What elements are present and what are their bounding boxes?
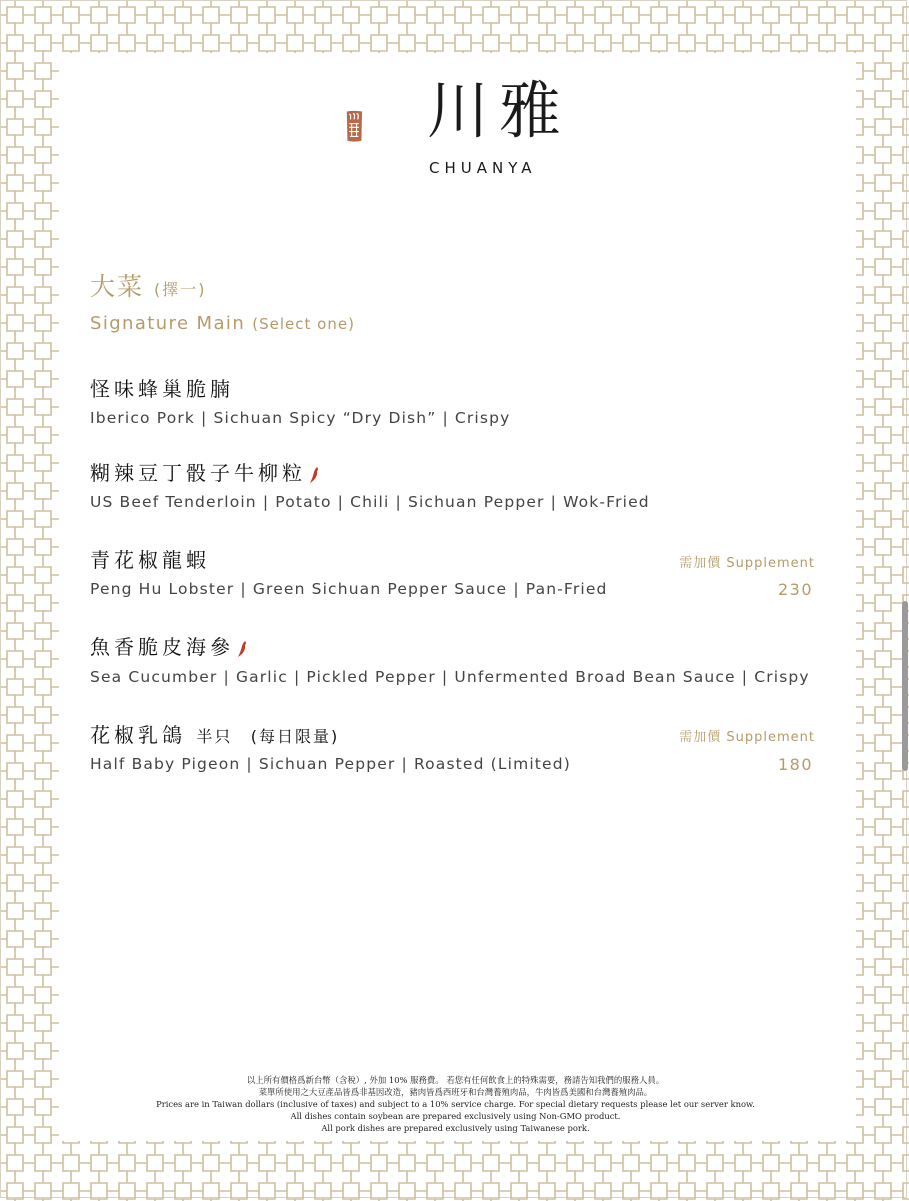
footer-line: Prices are in Taiwan dollars (inclusive of taxes) and subject to a 10% service charge. For special dietary requests please let our server know. — [156, 1099, 755, 1109]
chili-pepper-icon — [236, 640, 248, 658]
section-title-en-text: Signature Main — [90, 313, 246, 334]
dish-name-text: 花椒乳鴿 — [90, 723, 186, 747]
dish-name-chinese — [90, 719, 339, 748]
dish-description: Half Baby Pigeon | Sichuan Pepper | Roasted (Limited) — [90, 755, 571, 773]
dish-name-chinese: 青花椒龍蝦 — [90, 548, 210, 572]
dish-name-text: 魚香脆皮海參 — [90, 635, 234, 659]
chuanya-seal-logo — [345, 72, 415, 182]
dish-note: (每日限量) — [250, 727, 340, 746]
brand-name-english: CHUANYA — [429, 159, 537, 177]
footer-line: 以上所有價格爲新台幣（含稅）, 外加 10% 服務費。 若您有任何飲食上的特殊需要，務請告知我們的服務人員。 — [246, 1075, 665, 1085]
dish-description: Sea Cucumber | Garlic | Pickled Pepper | Unfermented Broad Bean Sauce | Crispy — [90, 668, 810, 686]
section-title-english — [90, 313, 355, 334]
section-title-chinese — [90, 267, 206, 303]
dish-name-text: 糊辣豆丁骰子牛柳粒 — [90, 461, 306, 485]
dish-name-chinese — [90, 457, 320, 486]
supplement-price: 230 — [777, 580, 813, 599]
brand-name-chinese: 川雅 — [427, 74, 572, 147]
footer-notes — [1, 1074, 909, 1134]
footer-line: All pork dishes are prepared exclusively using Taiwanese pork. — [321, 1123, 590, 1133]
section-title-cn-note: (擇一) — [153, 280, 207, 299]
dish-description: Iberico Pork | Sichuan Spicy “Dry Dish” | Crispy — [90, 409, 511, 427]
section-title-cn-text: 大菜 — [90, 272, 145, 301]
supplement-price: 180 — [777, 755, 813, 774]
supplement-label: 需加價 Supplement — [679, 730, 815, 745]
chili-pepper-icon — [308, 466, 320, 484]
dish-description: US Beef Tenderloin | Potato | Chili | Sichuan Pepper | Wok-Fried — [90, 493, 650, 511]
dish-portion: 半只 — [196, 727, 233, 746]
dish-name-chinese: 怪味蜂巢脆腩 — [90, 377, 234, 401]
dish-name-chinese — [90, 631, 248, 660]
scrollbar-thumb[interactable] — [902, 601, 908, 771]
dish-description: Peng Hu Lobster | Green Sichuan Pepper Sauce | Pan-Fried — [90, 580, 608, 598]
footer-line: 菜單所使用之大豆產品皆爲非基因改造，豬肉皆爲西班牙和台灣養殖肉品，牛肉皆爲美國和台灣養殖肉品。 — [258, 1087, 653, 1097]
section-title-en-note: (Select one) — [252, 315, 355, 333]
footer-line: All dishes contain soybean are prepared exclusively using Non-GMO product. — [290, 1111, 621, 1121]
supplement-label: 需加價 Supplement — [679, 556, 815, 571]
